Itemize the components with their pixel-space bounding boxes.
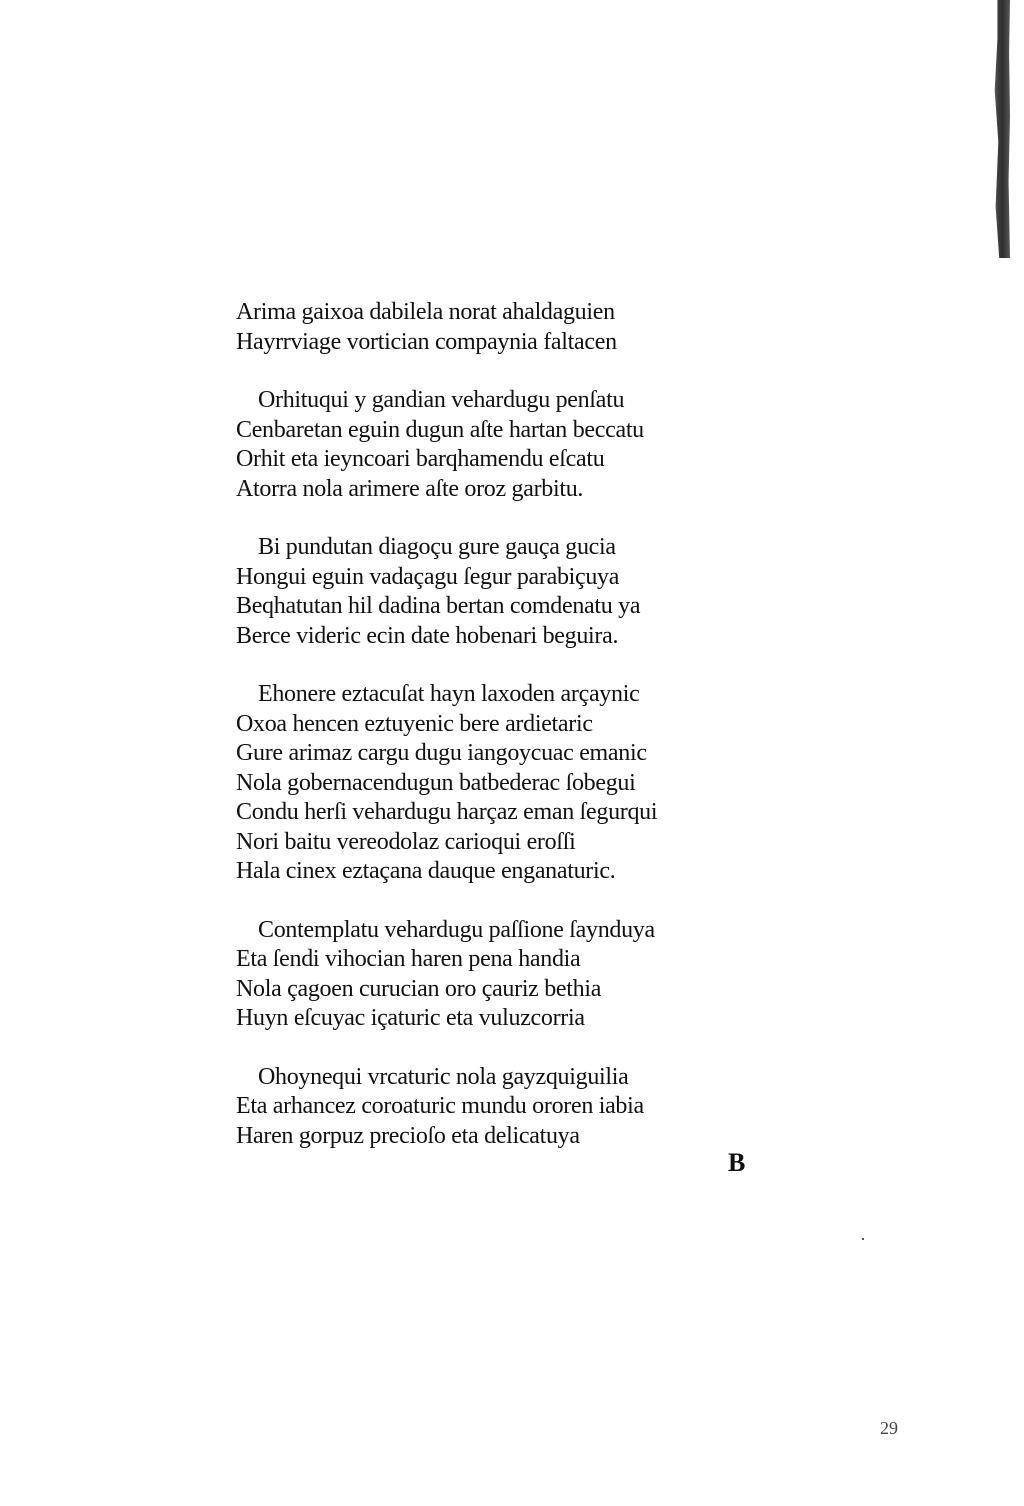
verse-line: Hongui eguin vadaçagu ſegur parabiçuya <box>236 563 620 590</box>
page-number: 29 <box>880 1418 898 1438</box>
ink-speck <box>862 1238 864 1240</box>
verse-line: Orhit eta ieyncoari barqhamendu eſcatu <box>236 446 605 472</box>
verse-line: Ohoynequi vrcaturic nola gayzquiguilia <box>258 1063 629 1090</box>
stanza-3 <box>236 533 796 651</box>
verse-line: Eta ſendi vihocian haren pena handia <box>236 946 581 972</box>
poem-text <box>236 298 796 1180</box>
stanza-1 <box>236 298 796 357</box>
verse-line: Cenbaretan eguin dugun aſte hartan beccatu <box>236 416 644 443</box>
verse-line: Bi pundutan diagoçu gure gauça gucia <box>258 534 616 560</box>
verse-line: Oxoa hencen eztuyenic bere ardietaric <box>236 710 593 737</box>
verse-line: Hayrrviage vortician compaynia faltacen <box>236 328 617 355</box>
verse-line: Orhituqui y gandian vehardugu penſatu <box>258 387 625 413</box>
verse-line: Condu herſi vehardugu harçaz eman ſegurqui <box>236 799 658 825</box>
signature-mark: B <box>728 1148 746 1177</box>
page-edge-shadow <box>992 0 1010 258</box>
stanza-4 <box>236 680 796 887</box>
verse-line: Haren gorpuz precioſo eta delicatuya <box>236 1122 580 1149</box>
verse-line: Eta arhancez coroaturic mundu ororen iabia <box>236 1093 644 1119</box>
verse-line: Gure arimaz cargu dugu iangoycuac emanic <box>236 740 647 766</box>
stanza-2 <box>236 386 796 504</box>
verse-line: Hala cinex eztaçana dauque enganaturic. <box>236 858 616 884</box>
verse-line: Beqhatutan hil dadina bertan comdenatu ya <box>236 593 641 619</box>
stanza-6 <box>236 1063 796 1152</box>
verse-line: Atorra nola arimere aſte oroz garbitu. <box>236 475 584 502</box>
verse-line: Contemplatu vehardugu paſſione ſaynduya <box>258 916 655 943</box>
verse-line: Nola çagoen curucian oro çauriz bethia <box>236 975 602 1002</box>
verse-line: Huyn eſcuyac içaturic eta vuluzcorria <box>236 1005 585 1031</box>
verse-line: Arima gaixoa dabilela norat ahaldaguien <box>236 299 615 325</box>
verse-line: Nola gobernacendugun batbederac ſobegui <box>236 769 636 796</box>
verse-line: Ehonere eztacuſat hayn laxoden arçaynic <box>258 681 640 707</box>
verse-line: Nori baitu vereodolaz carioqui eroſſi <box>236 828 576 855</box>
stanza-5 <box>236 916 796 1034</box>
verse-line: Berce videric ecin date hobenari beguira. <box>236 622 619 649</box>
